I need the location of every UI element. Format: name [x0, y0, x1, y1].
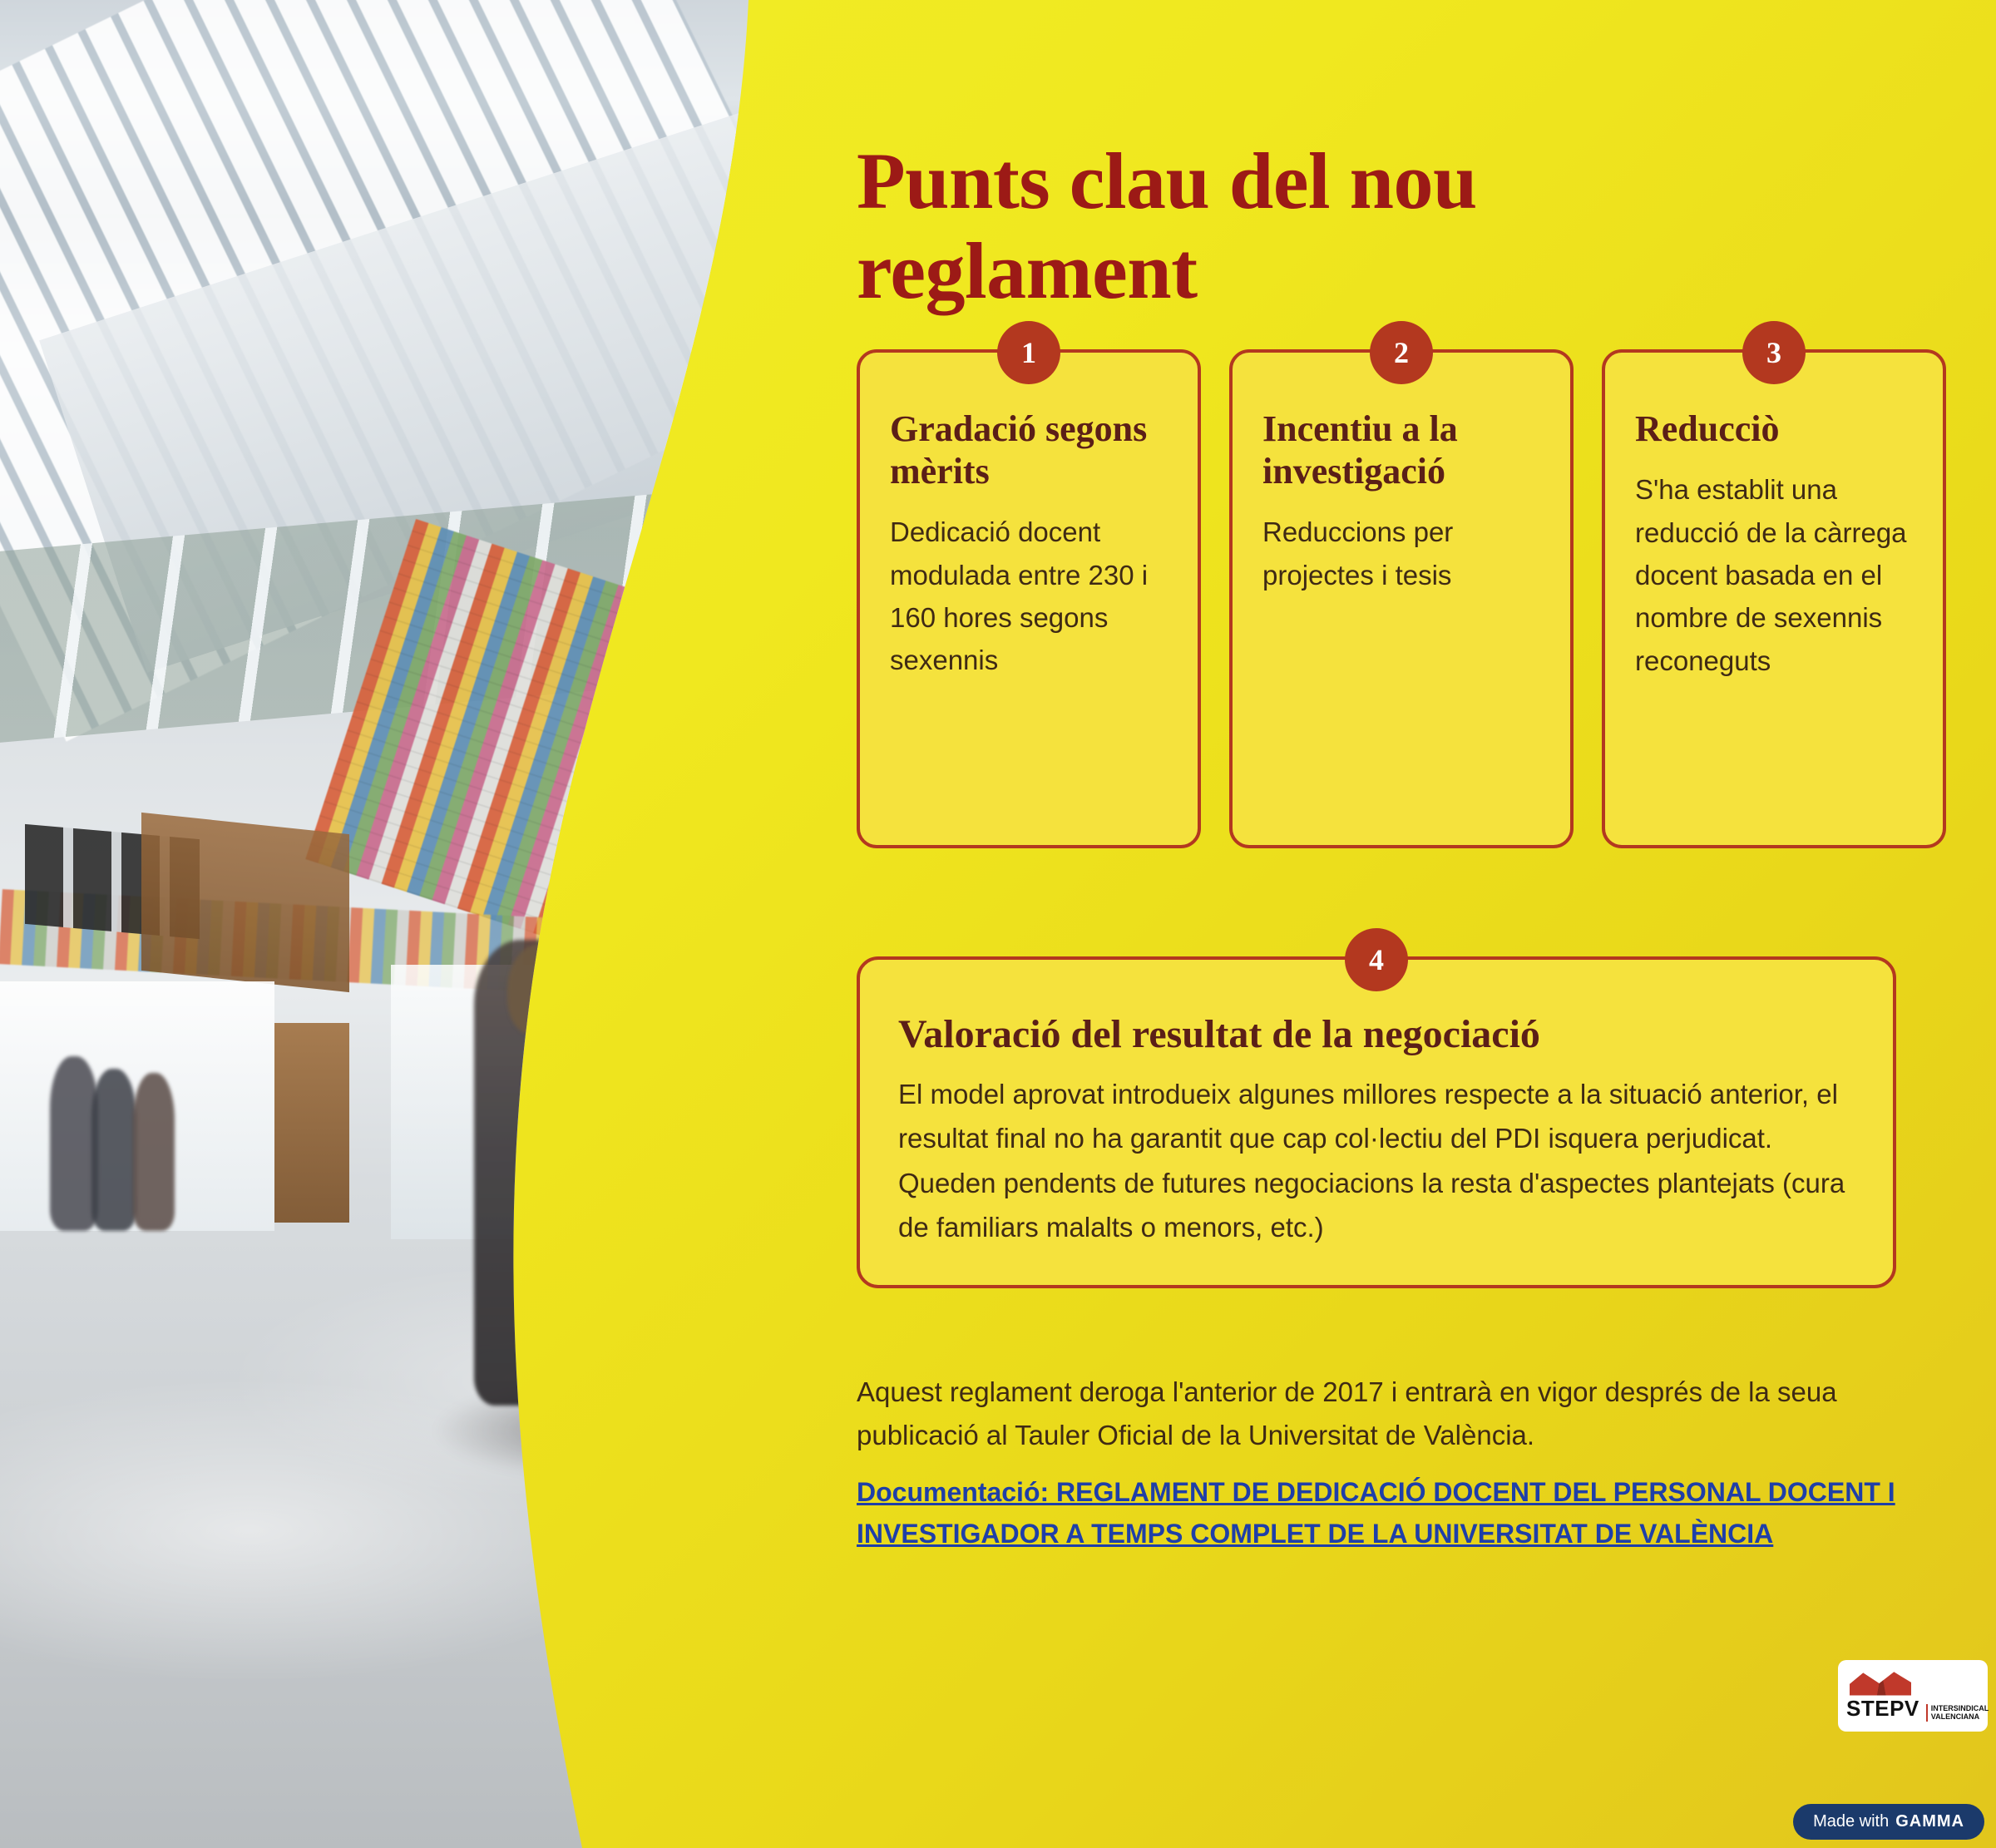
made-with-label: Made with: [1813, 1812, 1890, 1831]
card-body: S'ha establit una reducció de la càrrega docent basada en el nombre de sexennis reconeguts: [1635, 474, 1907, 676]
key-point-card-1: [857, 336, 1201, 848]
card-number-badge: 1: [997, 321, 1060, 384]
documentation-link[interactable]: Documentació: REGLAMENT DE DEDICACIÓ DOCENT DEL PERSONAL DOCENT I INVESTIGADOR A TEMPS COMPLET DE LA UNIVERSITAT DE VALÈNCIA: [857, 1477, 1895, 1549]
card-heading: Reducciò: [1635, 408, 1780, 449]
card-heading: Valoració del resultat de la negociació: [898, 1012, 1540, 1056]
wooden-wall: [141, 813, 349, 992]
card-number-badge: 2: [1370, 321, 1433, 384]
key-point-card-4: [857, 943, 1896, 1288]
stepv-logo-mark-icon: [1850, 1671, 1911, 1696]
key-point-card-2: [1229, 336, 1574, 848]
building-photo: [0, 0, 815, 1848]
stepv-logo-subtitle: INTERSINDICAL VALENCIANA: [1926, 1704, 1989, 1722]
card-heading: Incentiu a la investigació: [1262, 408, 1458, 492]
person-figure-walking: [474, 940, 590, 1406]
person-figure: [133, 1073, 175, 1231]
person-figure: [582, 1010, 640, 1285]
person-hair: [507, 944, 572, 1035]
gamma-brand-label: GAMMA: [1895, 1812, 1964, 1831]
person-figure: [649, 1027, 712, 1293]
person-figure: [91, 1069, 136, 1231]
stepv-logo: [1838, 1660, 1988, 1732]
card-number-badge: 4: [1345, 928, 1408, 991]
card-body: Reduccions per projectes i tesis: [1262, 516, 1454, 590]
page-title: Punts clau del nou reglament: [857, 136, 1477, 315]
made-with-gamma-badge[interactable]: [1793, 1804, 1984, 1840]
wooden-door: [274, 1023, 349, 1223]
stepv-logo-name: STEPV: [1846, 1695, 1919, 1721]
stepv-logo-text-row: [1846, 1696, 1989, 1722]
card-heading: Gradació segons mèrits: [890, 408, 1148, 492]
entrance-glass-right: [391, 965, 724, 1239]
content-panel: [857, 0, 1996, 1848]
footnote-text: Aquest reglament deroga l'anterior de 2017 i entrarà en vigor després de la seua publicació al Tauler Oficial de la Universitat de València.: [857, 1376, 1837, 1451]
card-number-badge: 3: [1742, 321, 1806, 384]
key-points-row: [857, 336, 1946, 848]
card-body: Dedicació docent modulada entre 230 i 160 hores segons sexennis: [890, 516, 1149, 676]
key-point-card-3: [1602, 336, 1946, 848]
card-body: El model aprovat introdueix algunes millores respecte a la situació anterior, el resultat final no ha garantit que cap col·lectiu del PDI isquera perjudicat. Queden pendents de futures negociacions la resta d'aspectes plantejats (cura de familiars malalts o menors, etc.): [898, 1079, 1845, 1243]
